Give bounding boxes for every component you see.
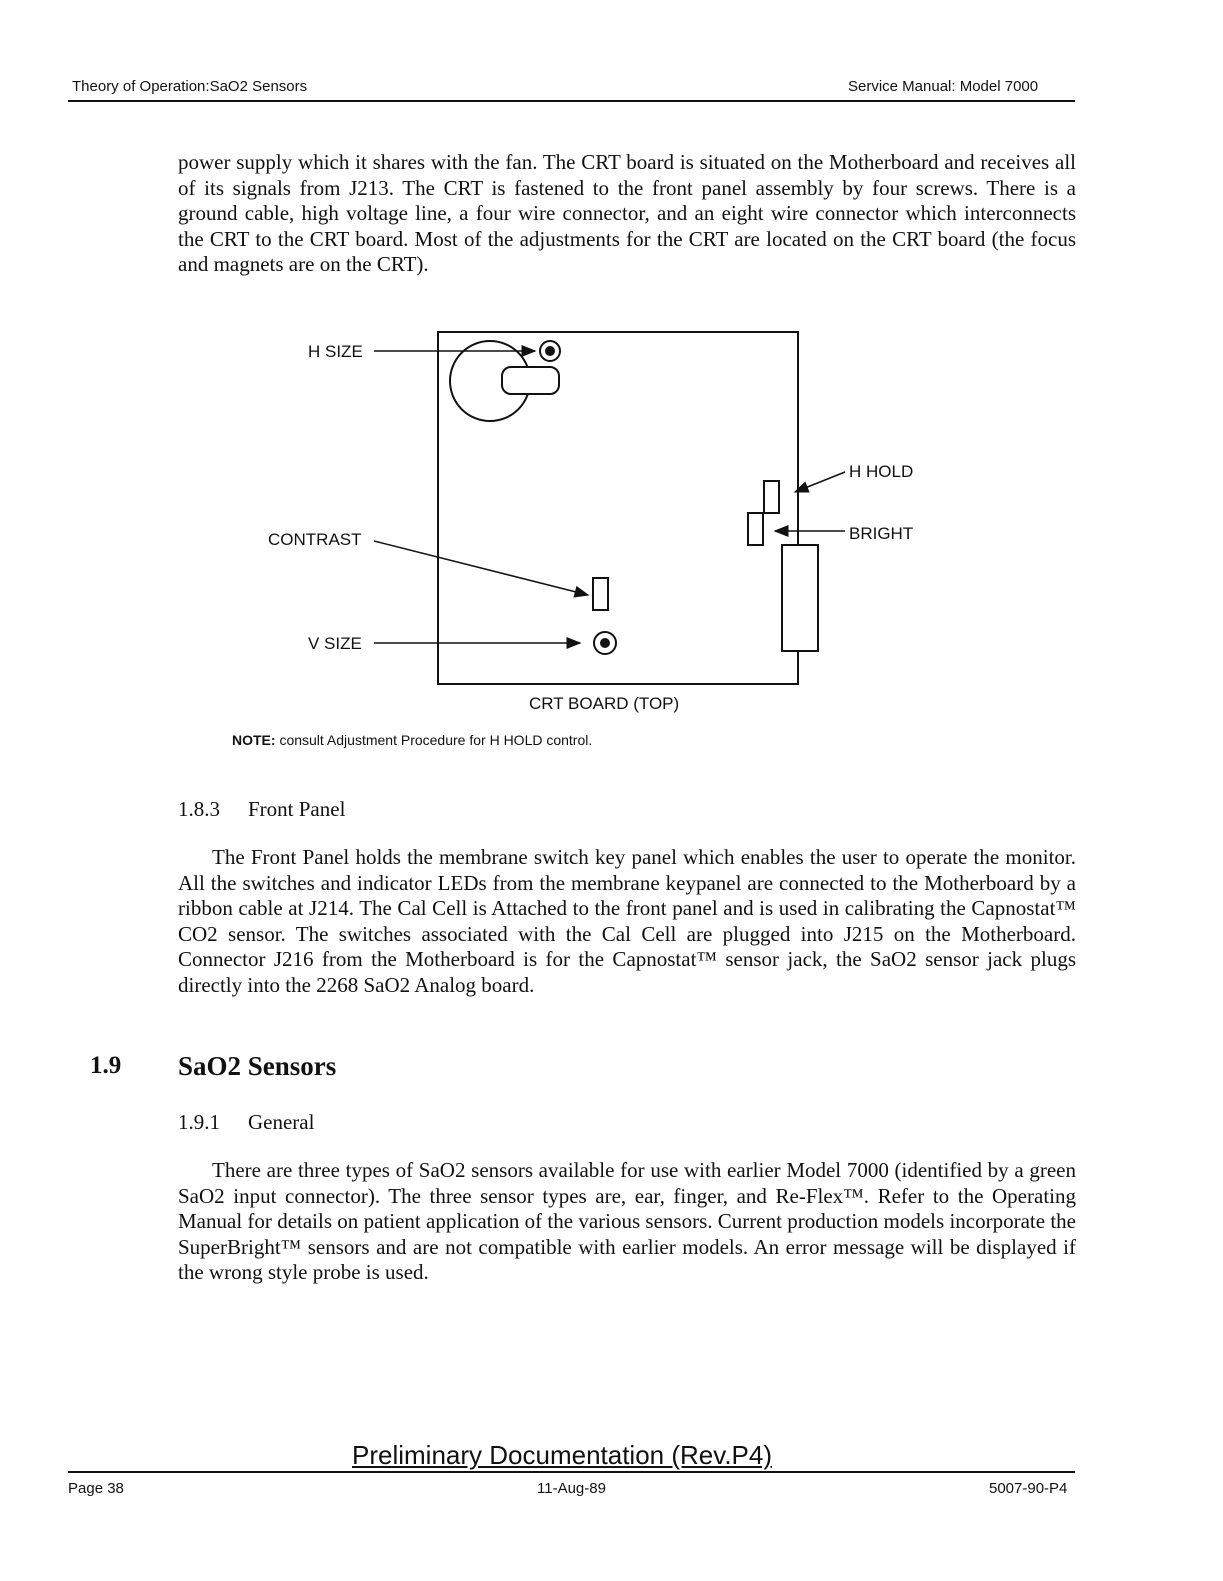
section-title: SaO2 Sensors xyxy=(178,1051,337,1081)
footer-rule xyxy=(68,1471,1075,1473)
label-contrast: CONTRAST xyxy=(268,530,362,549)
contrast-leader xyxy=(374,541,588,595)
header-rule xyxy=(68,100,1075,102)
h-size-knob-slot xyxy=(502,367,559,394)
subsection-number: 1.9.1 xyxy=(178,1110,220,1134)
contrast-control xyxy=(593,578,608,610)
footer-date: 11-Aug-89 xyxy=(537,1480,606,1497)
general-paragraph: There are three types of SaO2 sensors available for use with earlier Model 7000 (identified by a green SaO2 input connector). The three sensor types are, ear, finger, and Re-Flex™. Refer to the Operating Manual for details on patient application of the various sensors. Current production models incorporate the SuperBright™ sensors and are not compatible with earlier models. An error message will be displayed if the wrong style probe is used. xyxy=(178,1158,1076,1284)
subsection-heading-1-8-3 xyxy=(178,797,345,822)
subsection-title: General xyxy=(248,1110,315,1134)
diagram-note xyxy=(232,732,592,748)
board-connector xyxy=(782,545,818,651)
footer-doc-number: 5007-90-P4 xyxy=(989,1480,1068,1497)
bright-control xyxy=(748,513,763,545)
subsection-number: 1.8.3 xyxy=(178,797,220,821)
footer-page: Page 38 xyxy=(68,1480,124,1497)
label-v-size: V SIZE xyxy=(308,634,362,653)
h-hold-leader xyxy=(795,472,845,492)
header-right: Service Manual: Model 7000 xyxy=(848,78,1039,95)
subsection-title: Front Panel xyxy=(248,797,346,821)
intro-paragraph: power supply which it shares with the fan. The CRT board is situated on the Motherboard and receives all of its signals from J213. The CRT is fastened to the front panel assembly by four screws. There is a ground cable, high voltage line, a four wire connector, and an eight wire connector which interconnects the CRT to the CRT board. Most of the adjustments for the CRT are located on the CRT board (the focus and magnets are on the CRT). xyxy=(178,150,1076,276)
label-h-hold: H HOLD xyxy=(849,462,914,481)
section-number: 1.9 xyxy=(90,1052,122,1079)
label-h-size: H SIZE xyxy=(308,342,363,361)
footer-preliminary: Preliminary Documentation (Rev.P4) xyxy=(352,1440,772,1470)
label-bright: BRIGHT xyxy=(849,524,914,543)
note-label: NOTE: xyxy=(232,732,276,748)
h-hold-control xyxy=(764,481,779,513)
crt-board-outline xyxy=(438,332,798,684)
crt-board-diagram xyxy=(0,320,1223,720)
subsection-heading-1-9-1 xyxy=(178,1110,314,1135)
diagram-caption: CRT BOARD (TOP) xyxy=(529,694,680,713)
front-panel-paragraph: The Front Panel holds the membrane switch key panel which enables the user to operate the monitor. All the switches and indicator LEDs from the membrane keypanel are connected to the Motherboard by a ribbon cable at J214. The Cal Cell is Attached to the front panel and is used in calibrating the Capnostat™ CO2 sensor. The switches associated with the Cal Cell are plugged into J215 on the Motherboard. Connector J216 from the Motherboard is for the Capnostat™ sensor jack, the SaO2 sensor jack plugs directly into the 2268 SaO2 Analog board. xyxy=(178,845,1076,997)
header-left: Theory of Operation:SaO2 Sensors xyxy=(72,78,308,95)
note-text: consult Adjustment Procedure for H HOLD control. xyxy=(279,732,593,748)
